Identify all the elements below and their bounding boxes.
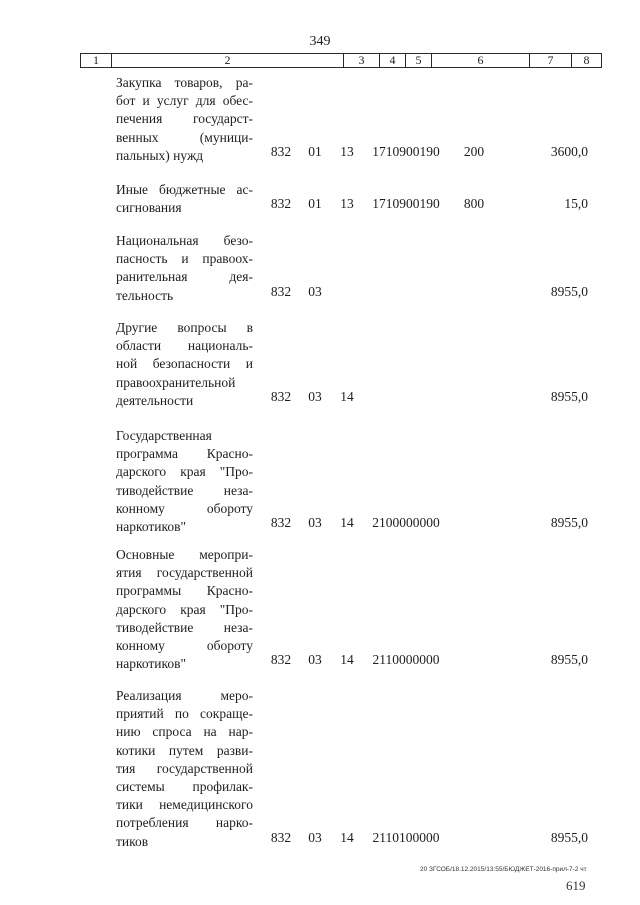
row-cell-c3: 832: [270, 652, 292, 668]
row-description-line: тия государственной: [116, 760, 253, 776]
row-description-line: ятия государственной: [116, 565, 253, 581]
row-description-line: правоохранительной: [116, 374, 236, 390]
row-cell-c4: 03: [308, 388, 322, 404]
row-cell-c4: 03: [308, 283, 322, 299]
row-cell-c6: 2100000000: [372, 515, 440, 530]
header-col-8: 8: [571, 54, 601, 67]
row-description-line: программа Красно-: [116, 446, 253, 462]
row-description-line: приятий по сокраще-: [116, 706, 253, 722]
header-col-2: 2: [111, 54, 343, 67]
header-col-4: 4: [379, 54, 405, 67]
row-cell-c5: 14: [340, 829, 354, 845]
row-description-line: Иные бюджетные ас-: [116, 182, 253, 197]
row-cell-c3: 832: [270, 283, 292, 299]
row-cell-c3: 832: [270, 143, 292, 159]
row-cell-c8: 8955,0: [550, 283, 588, 299]
row-cell-c6: 1710900190: [372, 143, 440, 159]
row-description: [116, 232, 253, 305]
row-cell-c8: 3600,0: [550, 143, 588, 159]
row-description-line: наркотиков": [116, 519, 187, 535]
row-description-line: конному обороту: [116, 638, 253, 654]
row-description-line: венных (муници-: [116, 129, 253, 145]
header-col-5: 5: [405, 54, 431, 67]
row-cell-c5: 14: [340, 515, 354, 530]
row-cell-c8: 8955,0: [550, 829, 588, 845]
row-description-line: печения государст-: [116, 111, 253, 127]
row-cell-c4: 03: [308, 829, 322, 845]
row-description-line: Закупка товаров, ра-: [116, 75, 253, 90]
row-cell-c4: 03: [308, 515, 322, 530]
row-description-line: пальных) нужд: [116, 147, 204, 163]
row-description: [116, 319, 253, 410]
row-description-line: деятельности: [116, 392, 194, 408]
row-description-line: нию спроса на нар-: [116, 724, 253, 740]
row-description-line: ранительная дея-: [116, 269, 253, 285]
row-cell-c3: 832: [270, 196, 292, 212]
row-description-line: программы Красно-: [116, 583, 253, 599]
row-cell-c4: 03: [308, 652, 322, 668]
row-description-line: наркотиков": [116, 656, 187, 672]
row-description: [116, 546, 253, 673]
row-description-line: области националь-: [116, 338, 253, 354]
header-col-3: 3: [343, 54, 379, 67]
row-description-line: тики немедицинского: [116, 797, 253, 813]
row-cell-c3: 832: [270, 829, 292, 845]
row-description-line: потребления нарко-: [116, 815, 253, 831]
row-cell-c6: 1710900190: [372, 196, 440, 212]
row-description: [116, 427, 253, 536]
row-cell-c6: 2110100000: [372, 829, 440, 845]
row-description-line: Реализация меро-: [116, 688, 253, 703]
row-description: [116, 181, 253, 217]
row-description: [116, 687, 253, 851]
row-cell-c8: 15,0: [564, 196, 588, 212]
row-description-line: бот и услуг для обес-: [116, 93, 253, 109]
row-cell-c5: 13: [340, 196, 354, 212]
row-cell-c5: 14: [340, 388, 354, 404]
header-col-6: 6: [431, 54, 529, 67]
row-cell-c6: 2110000000: [372, 652, 440, 668]
row-cell-c8: 8955,0: [550, 388, 588, 404]
footer-note: 20 ЗГСОБ/18.12.2015/13:55/БЮДЖЕТ-2016-прил-7-2 чт: [420, 866, 587, 873]
row-description-line: тиводействие неза-: [116, 619, 253, 635]
row-cell-c3: 832: [270, 388, 292, 404]
row-cell-c7: 800: [463, 196, 485, 212]
row-description-line: дарского края "Про-: [116, 601, 253, 617]
page-number-top: 349: [309, 34, 331, 49]
row-description-line: дарского края "Про-: [116, 464, 253, 480]
row-description-line: котики путем разви-: [116, 742, 253, 758]
row-cell-c5: 13: [340, 143, 354, 159]
header-col-7: 7: [529, 54, 571, 67]
row-description: [116, 74, 253, 165]
row-description-line: пасность и правоох-: [116, 251, 253, 267]
row-description-line: тиков: [116, 833, 149, 849]
row-cell-c7: 200: [463, 143, 485, 159]
row-description-line: ной безопасности и: [116, 356, 253, 372]
row-cell-c5: 14: [340, 652, 354, 668]
row-description-line: конному обороту: [116, 500, 253, 516]
row-cell-c4: 01: [308, 196, 322, 212]
row-description-line: системы профилак-: [116, 779, 253, 795]
row-description-line: Государственная: [116, 428, 212, 443]
row-cell-c4: 01: [308, 143, 322, 159]
row-description-line: тельность: [116, 287, 174, 303]
page-number-bottom: 619: [566, 878, 586, 893]
row-description-line: тиводействие неза-: [116, 482, 253, 498]
row-cell-c3: 832: [270, 515, 292, 530]
row-cell-c8: 8955,0: [550, 652, 588, 668]
row-description-line: сигнования: [116, 200, 182, 216]
row-description-line: Другие вопросы в: [116, 320, 253, 335]
row-cell-c8: 8955,0: [550, 515, 588, 530]
row-description-line: Национальная безо-: [116, 233, 253, 248]
row-description-line: Основные меропри-: [116, 547, 253, 562]
header-col-1: 1: [93, 53, 99, 67]
table-header-row: [80, 53, 602, 68]
